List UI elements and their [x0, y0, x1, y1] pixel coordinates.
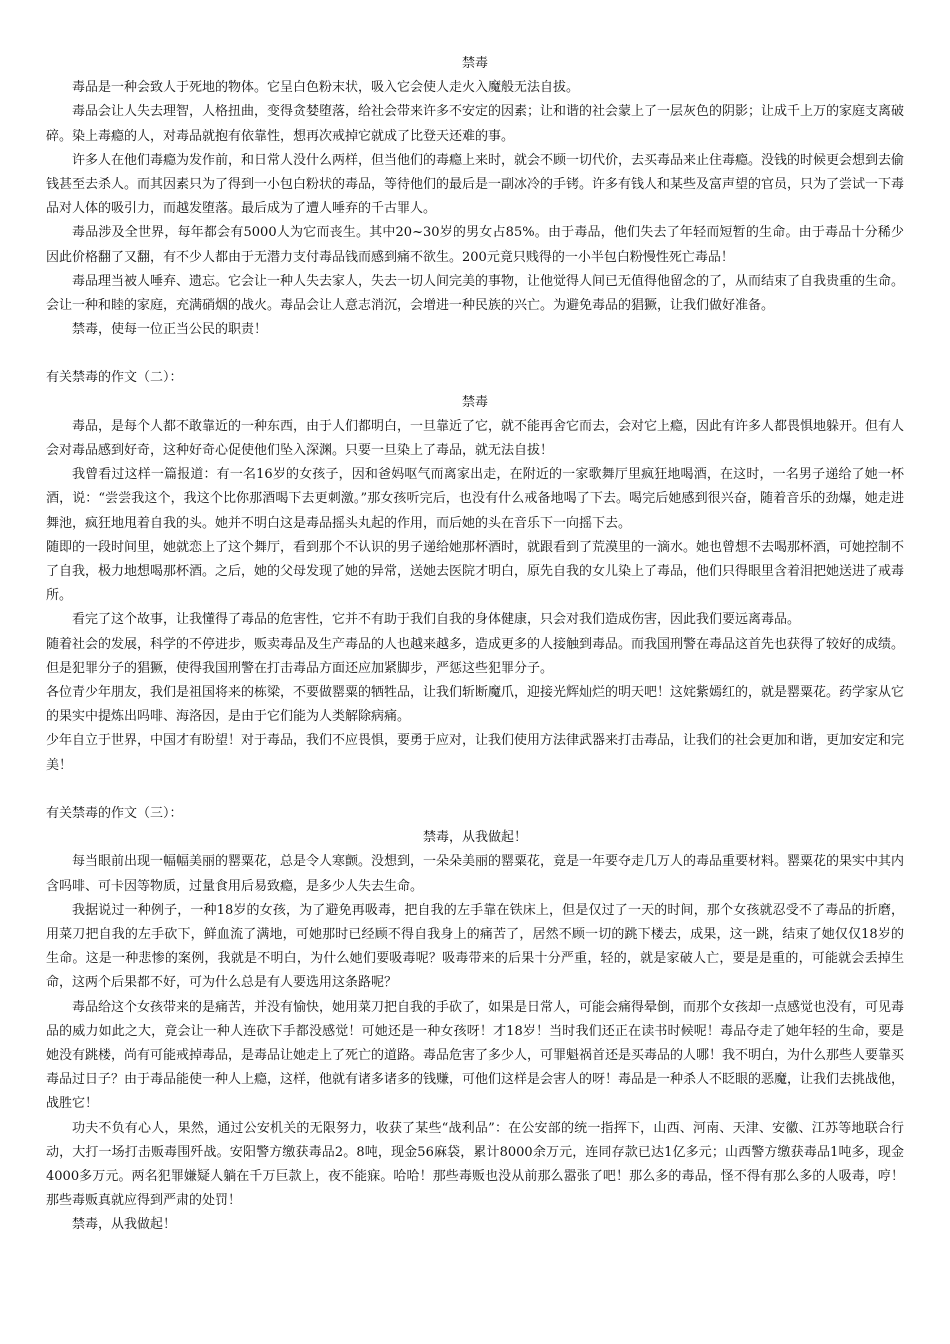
essay-2-paragraph: 我曾看过这样一篇报道：有一名16岁的女孩子，因和爸妈呕气而离家出走，在附近的一家歌舞厅里疯狂地喝酒，在这时，一名男子递给了她一杯酒，说：“尝尝我这个，我这个比你那酒喝下去更刺激。”那女孩听完后，也没有什么戒备地喝了下去。喝完后她感到很兴奋，随着音乐的劲爆，她走进舞池，疯狂地甩着自我的头。她并不明白这是毒品摇头丸起的作用，而后她的头在音乐下一向摇下去。 [46, 467, 904, 531]
essay-3-paragraph: 我据说过一种例子，一种18岁的女孩，为了避免再吸毒，把自我的左手靠在铁床上，但是仅过了一天的时间，那个女孩就忍受不了毒品的折磨，用菜刀把自我的左手砍下，鲜血流了满地，可她那时已经顾不得自我身上的痛苦了，居然不顾一切的跳下楼去，成果，这一跳，结束了她仅仅18岁的生命。这是一种悲惨的案例，我就是不明白，为什么她们要吸毒呢？吸毒带来的后果十分严重，轻的，就是家破人亡，要是是重的，可能就会丢掉生命，这两个后果都不好，可为什么总是有人要选用这条路呢？ [46, 902, 904, 991]
essay-3-title: 禁毒，从我做起！ [422, 830, 527, 846]
essay-2-paragraph: 随着社会的发展，科学的不停进步，贩卖毒品及生产毒品的人也越来越多，造成更多的人接触到毒品。而我国刑警在毒品这首先也获得了较好的成绩。但是犯罪分子的猖獗，使得我国刑警在打击毒品方面还应加紧脚步，严惩这些犯罪分子。 [46, 636, 905, 676]
essay-1-closing: 禁毒，使每一位正当公民的职责！ [72, 322, 268, 338]
essay-2-title: 禁毒 [461, 394, 488, 410]
essay-1-paragraph: 毒品涉及全世界，每年都会有5000人为它而丧生。其中20~30岁的男女占85%。由于毒品，他们失去了年轻而短暂的生命。由于毒品十分稀少因此价格翻了又翻，有不少人都由于无潜力支付毒品钱而感到痛不欲生。200元竟只贱得的一小半包白粉慢性死亡毒品！ [46, 225, 904, 265]
essay-2-paragraph: 随即的一段时间里，她就恋上了这个舞厅，看到那个不认识的男子递给她那杯酒时，就跟看到了荒漠里的一滴水。她也曾想不去喝那杯酒，可她控制不了自我，极力地想喝那杯酒。之后，她的父母发现了她的异常，送她去医院才明白，原先自我的女儿染上了毒品，他们只得眼里含着泪把她送进了戒毒所。 [46, 539, 905, 604]
essay-3-paragraph: 毒品给这个女孩带来的是痛苦，并没有愉快，她用菜刀把自我的手砍了，如果是日常人，可能会痛得晕倒，而那个女孩却一点感觉也没有，可见毒品的威力如此之大，竟会让一种人连砍下手都没感觉！可她还是一种女孩呀！才18岁！当时我们还正在读书时候呢！毒品夺走了她年轻的生命，要是她没有跳楼，尚有可能戒掉毒品，是毒品让她走上了死亡的道路。毒品危害了多少人，可罪魁祸首还是买毒品的人哪！我不明白，为什么那些人要靠买毒品过日子？由于毒品能使一种人上瘾，这样，他就有诸多诸多的钱赚，可他们这样是会害人的呀！毒品是一种杀人不眨眼的恶魔，让我们去挑战他，战胜它！ [46, 999, 905, 1112]
essay-1-paragraph: 毒品是一种会致人于死地的物体。它呈白色粉末状，吸入它会使人走火入魔般无法自拔。 [72, 80, 580, 96]
essay-1-paragraph: 许多人在他们毒瘾为发作前，和日常人没什么两样，但当他们的毒瘾上来时，就会不顾一切代价，去买毒品来止住毒瘾。没钱的时候更会想到去偷钱甚至去杀人。而其因素只为了得到一小包白粉状的毒品，等待他们的最后是一副冰冷的手铐。许多有钱人和某些及富声望的官员，只为了尝试一下毒品对人体的吸引力，而越发堕落。最后成为了遭人唾弃的千古罪人。 [46, 152, 905, 217]
essay-3-heading: 有关禁毒的作文（三）： [46, 805, 183, 821]
essay-3-paragraph: 功夫不负有心人，果然，通过公安机关的无限努力，收获了某些“战利品”：在公安部的统一指挥下，山西、河南、天津、安徽、江苏等地联合行动，大打一场打击贩毒围歼战。安阳警方缴获毒品2。8吨，现金56麻袋，累计8000余万元，连同存款已达1亿多元；山西警方缴获毒品1吨多，现金4000多万元。两名犯罪嫌疑人躺在千万巨款上，夜不能寐。哈哈！那些毒贩也没从前那么嚣张了吧！那么多的毒品，怪不得有那么多的人吸毒，哼！那些毒贩真就应得到严肃的处罚！ [46, 1120, 904, 1209]
essay-2-paragraph: 少年自立于世界，中国才有盼望！对于毒品，我们不应畏惧，要勇于应对，让我们使用方法律武器来打击毒品，让我们的社会更加和谐，更加安定和完美！ [46, 733, 905, 773]
essay-1-paragraph: 毒品会让人失去理智，人格扭曲，变得贪婪堕落，给社会带来许多不安定的因素；让和谐的社会蒙上了一层灰色的阴影；让成千上万的家庭支离破碎。染上毒瘾的人，对毒品就抱有依靠性，想再次戒掉它就成了比登天还难的事。 [46, 104, 905, 144]
essay-1-paragraph: 毒品理当被人唾弃、遗忘。它会让一种人失去家人，失去一切人间完美的事物，让他觉得人间已无值得他留念的了，从而结束了自我贵重的生命。会让一种和睦的家庭，充满硝烟的战火。毒品会让人意志消沉，会增进一种民族的兴亡。为避免毒品的猖獗，让我们做好准备。 [46, 273, 905, 314]
essay-3 [46, 802, 904, 1238]
section-gap [46, 778, 904, 802]
essay-2 [46, 366, 904, 777]
essay-1-title: 禁毒 [461, 56, 488, 71]
essay-2-paragraph: 毒品，是每个人都不敢靠近的一种东西，由于人们都明白，一旦靠近了它，就不能再舍它而去，会对它上瘾，因此有许多人都畏惧地躲开。但有人会对毒品感到好奇，这种好奇心促使他们坠入深渊。只要一旦染上了毒品，就无法自拔！ [46, 418, 905, 459]
section-gap [46, 342, 904, 366]
essay-2-paragraph: 看完了这个故事，让我懂得了毒品的危害性，它并不有助于我们自我的身体健康，只会对我们造成伤害，因此我们要远离毒品。 [72, 612, 801, 628]
essay-1 [46, 52, 904, 342]
essay-3-closing: 禁毒，从我做起！ [72, 1217, 177, 1233]
essay-2-heading: 有关禁毒的作文（二）： [46, 370, 183, 386]
essay-3-paragraph: 每当眼前出现一幅幅美丽的罂粟花，总是令人寒颤。没想到，一朵朵美丽的罂粟花，竟是一年要夺走几万人的毒品重要材料。罂粟花的果实中其内含吗啡、可卡因等物质，过量食用后易致瘾，是多少人失去生命。 [46, 854, 905, 894]
essay-2-paragraph: 各位青少年朋友，我们是祖国将来的栋梁，不要做罂粟的牺牲品，让我们斩断魔爪，迎接光辉灿烂的明天吧！这姹紫嫣红的，就是罂粟花。药学家从它的果实中提炼出吗啡、海洛因，是由于它们能为人类解除病痛。 [46, 685, 905, 725]
